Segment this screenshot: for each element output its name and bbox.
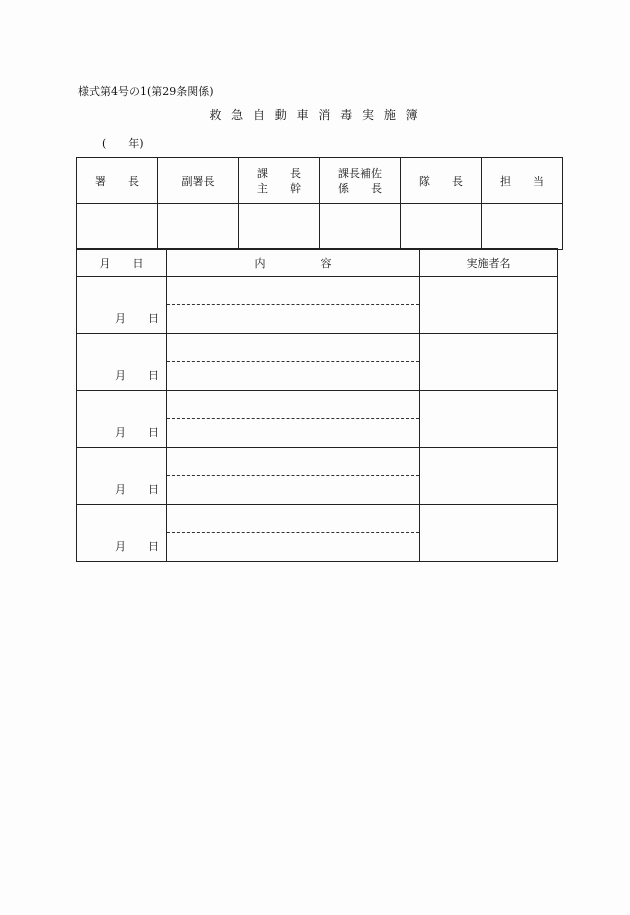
dashed-divider (167, 532, 419, 533)
header-date: 月 日 (77, 249, 167, 277)
seal-box-3[interactable] (239, 204, 320, 250)
date-cell[interactable]: 月 日 (77, 334, 167, 391)
table-row (77, 334, 558, 391)
approval-role-3: 課 長 主 幹 (239, 158, 320, 204)
header-content: 内 容 (167, 249, 420, 277)
executor-cell[interactable] (420, 277, 558, 334)
dashed-divider (167, 418, 419, 419)
dashed-divider (167, 475, 419, 476)
table-row (77, 505, 558, 562)
seal-box-1[interactable] (77, 204, 158, 250)
executor-cell[interactable] (420, 334, 558, 391)
approval-role-4: 課長補佐 係 長 (320, 158, 401, 204)
executor-cell[interactable] (420, 505, 558, 562)
date-cell[interactable]: 月 日 (77, 448, 167, 505)
seal-box-6[interactable] (482, 204, 563, 250)
dashed-divider (167, 304, 419, 305)
content-cell[interactable] (167, 334, 420, 391)
disinfection-log-table (76, 248, 558, 562)
date-cell[interactable]: 月 日 (77, 505, 167, 562)
seal-box-2[interactable] (158, 204, 239, 250)
page-title: 救 急 自 動 車 消 毒 実 施 簿 (209, 108, 421, 122)
table-row (77, 448, 558, 505)
seal-box-4[interactable] (320, 204, 401, 250)
content-cell[interactable] (167, 505, 420, 562)
approval-role-5: 隊 長 (401, 158, 482, 204)
table-row (77, 277, 558, 334)
approval-table (76, 157, 563, 250)
form-number: 様式第4号の1(第29条関係) (78, 85, 214, 98)
year-label: ( 年) (102, 137, 144, 150)
content-cell[interactable] (167, 448, 420, 505)
seal-box-5[interactable] (401, 204, 482, 250)
executor-cell[interactable] (420, 448, 558, 505)
approval-role-6: 担 当 (482, 158, 563, 204)
dashed-divider (167, 361, 419, 362)
date-cell[interactable]: 月 日 (77, 391, 167, 448)
content-cell[interactable] (167, 391, 420, 448)
approval-role-2: 副署長 (158, 158, 239, 204)
table-row (77, 391, 558, 448)
date-cell[interactable]: 月 日 (77, 277, 167, 334)
approval-role-1: 署 長 (77, 158, 158, 204)
content-cell[interactable] (167, 277, 420, 334)
executor-cell[interactable] (420, 391, 558, 448)
header-executor: 実施者名 (420, 249, 558, 277)
